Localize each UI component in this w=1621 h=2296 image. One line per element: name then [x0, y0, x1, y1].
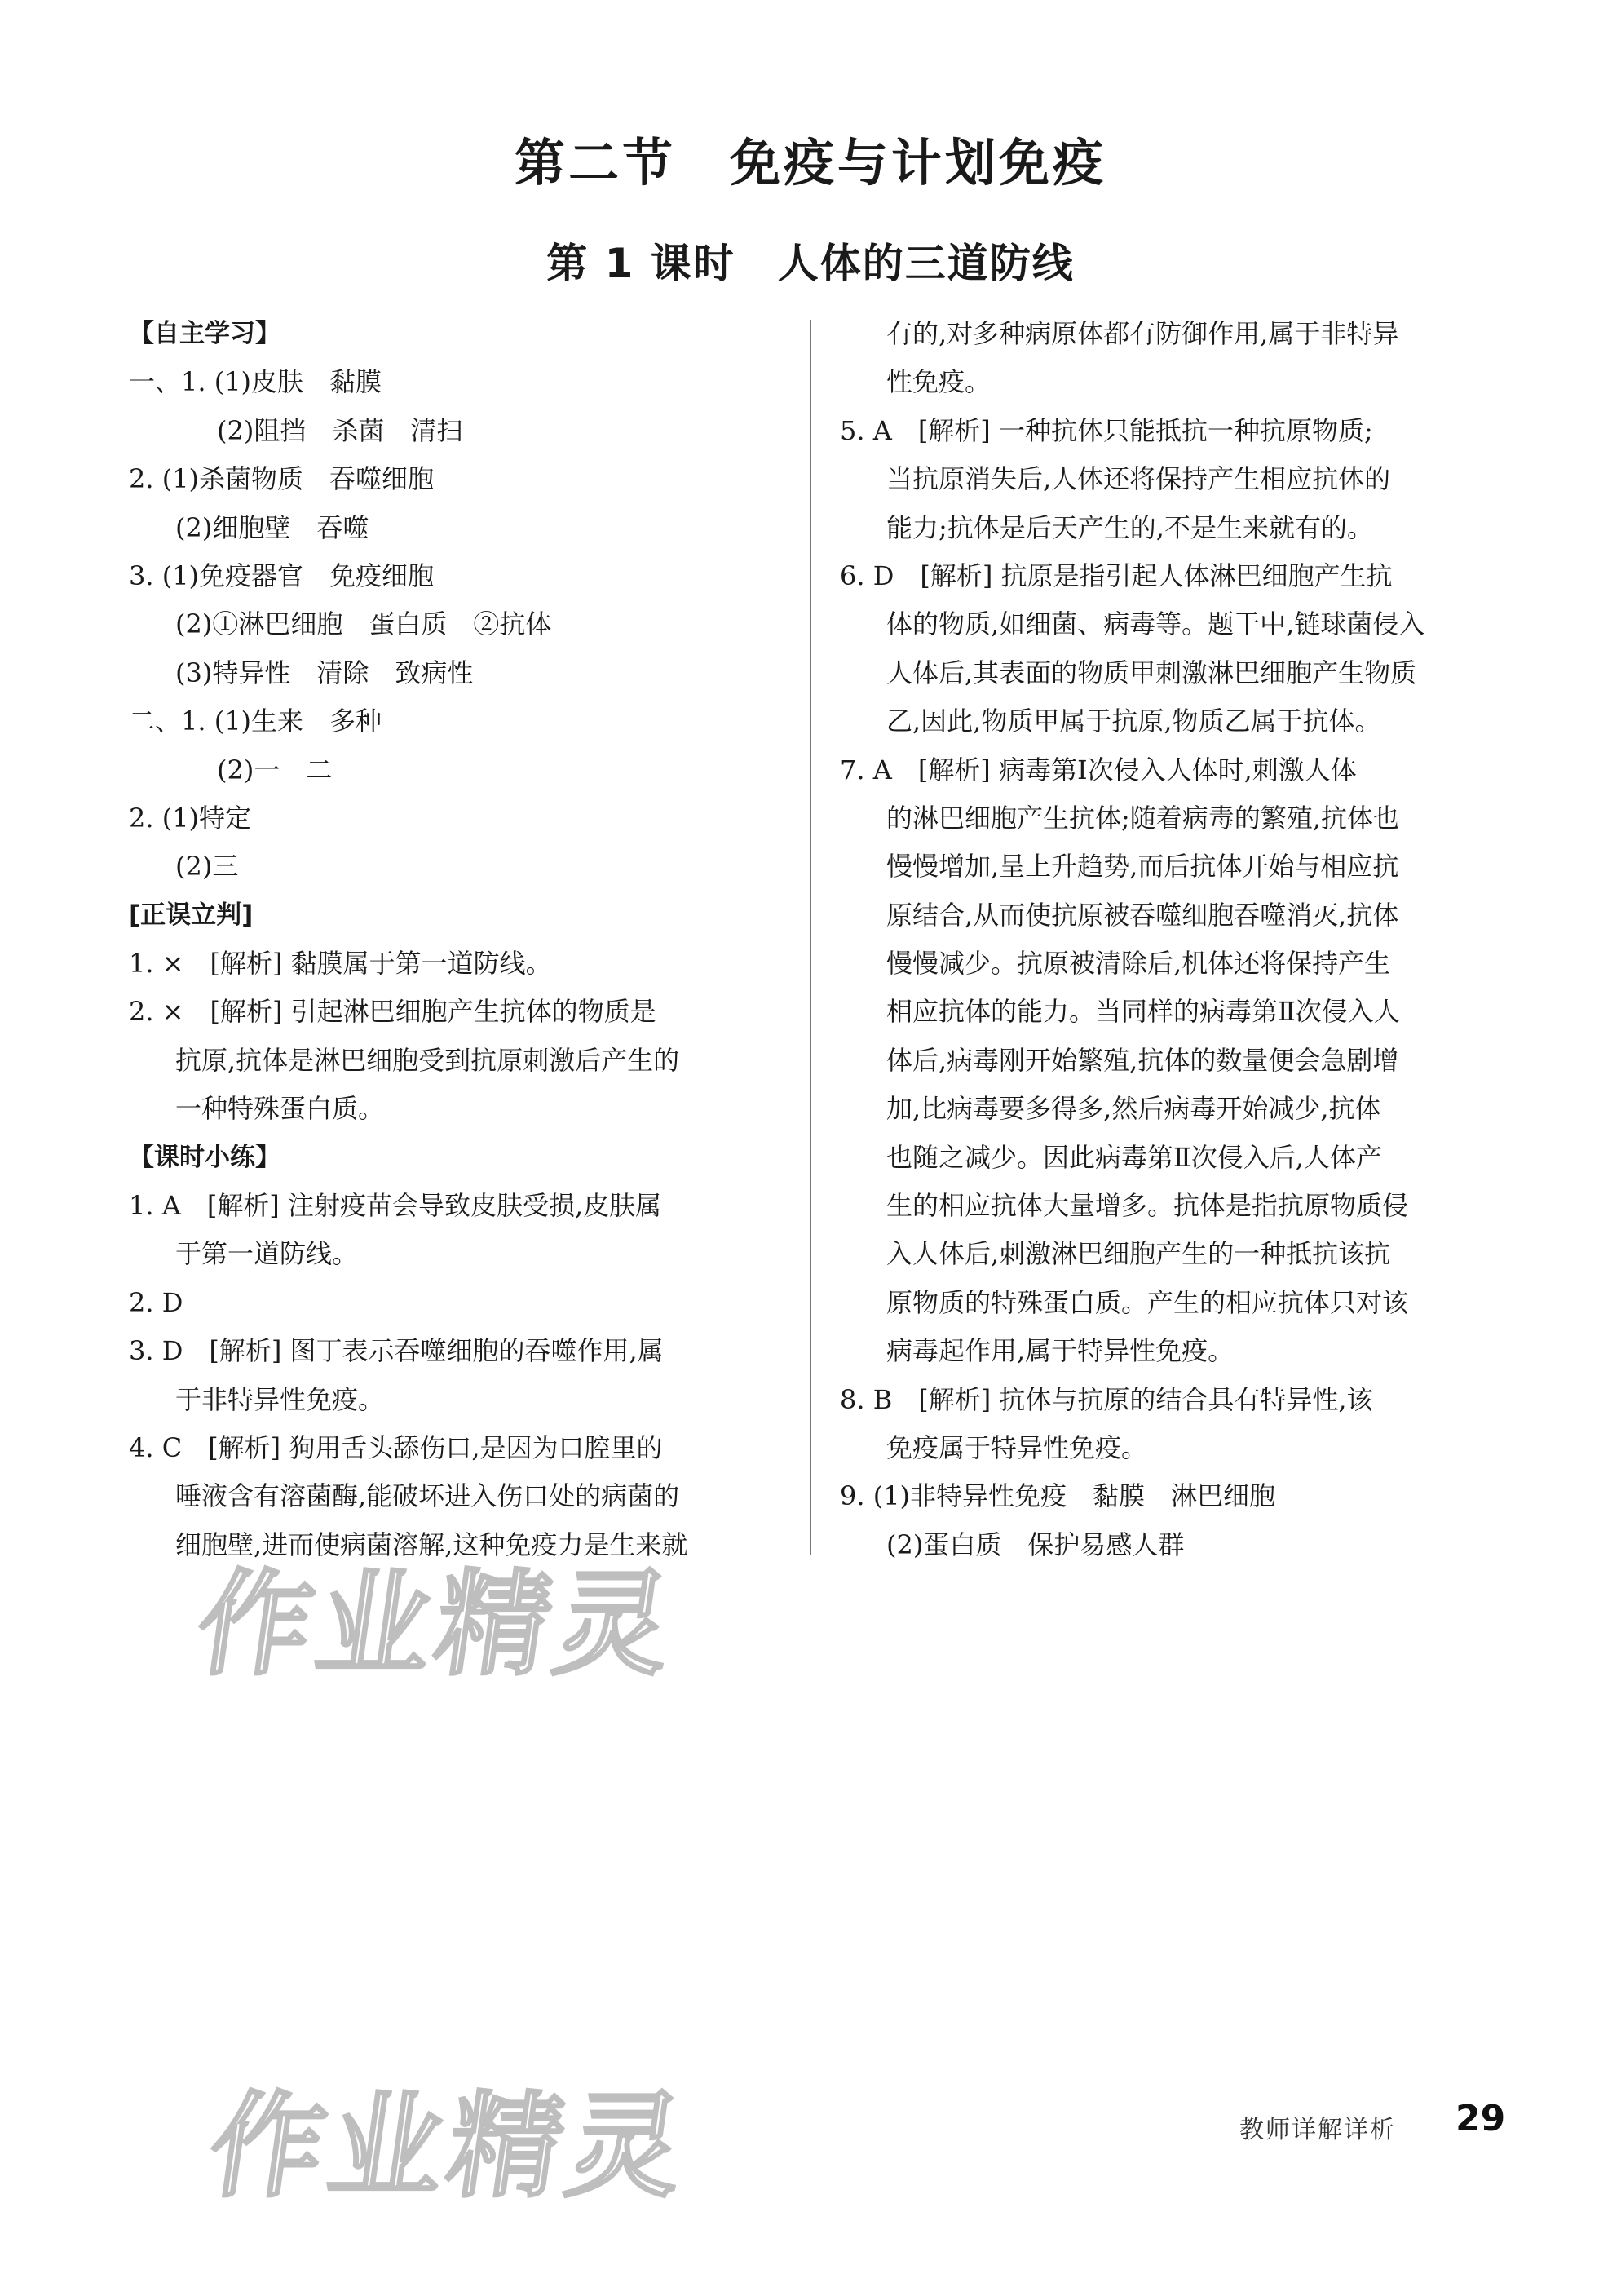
answer-line: 乙,因此,物质甲属于抗原,物质乙属于抗体。	[886, 706, 1381, 737]
answer-line: 体的物质,如细菌、病毒等。题干中,链球菌侵入	[886, 608, 1425, 640]
answer-line: 2. (1)特定	[129, 802, 252, 834]
answer-line: 病毒起作用,属于特异性免疫。	[886, 1335, 1235, 1367]
section-heading: 【课时小练】	[129, 1142, 280, 1172]
answer-line: (3)特异性 清除 致病性	[175, 657, 474, 688]
answer-line: (2)一 二	[217, 754, 333, 785]
answer-line: 的淋巴细胞产生抗体;随着病毒的繁殖,抗体也	[886, 802, 1399, 834]
answer-line: 6. D [解析] 抗原是指引起人体淋巴细胞产生抗	[840, 560, 1393, 591]
answer-line: 体后,病毒刚开始繁殖,抗体的数量便会急剧增	[886, 1044, 1399, 1076]
answer-line: 细胞壁,进而使病菌溶解,这种免疫力是生来就	[175, 1528, 688, 1560]
answer-line: 7. A [解析] 病毒第Ⅰ次侵入人体时,刺激人体	[840, 754, 1357, 785]
answer-line: (2)①淋巴细胞 蛋白质 ②抗体	[175, 608, 552, 640]
answer-line: 于非特异性免疫。	[175, 1383, 385, 1415]
answer-line: 一、1. (1)皮肤 黏膜	[129, 366, 382, 398]
answer-line: 二、1. (1)生来 多种	[129, 706, 382, 737]
answer-line: (2)阻挡 杀菌 清扫	[217, 414, 463, 446]
column-divider	[810, 320, 811, 1555]
answer-line: 生的相应抗体大量增多。抗体是指抗原物质侵	[886, 1190, 1409, 1222]
section-heading: [正误立判]	[129, 900, 254, 930]
footer-label: 教师详解详析	[1239, 2116, 1396, 2144]
right-column	[840, 310, 1507, 1569]
answer-line: 5. A [解析] 一种抗体只能抵抗一种抗原物质;	[840, 414, 1373, 446]
answer-line: 3. D [解析] 图丁表示吞噬细胞的吞噬作用,属	[129, 1335, 664, 1367]
lesson-title: 第 1 课时 人体的三道防线	[546, 240, 1075, 287]
answer-line: 人体后,其表面的物质甲刺激淋巴细胞产生物质	[886, 657, 1417, 688]
answer-line: 也随之减少。因此病毒第Ⅱ次侵入后,人体产	[886, 1141, 1382, 1173]
answer-line: 慢慢增加,呈上升趋势,而后抗体开始与相应抗	[886, 851, 1399, 883]
watermark: 作业精灵	[188, 1559, 684, 1692]
answer-line: (2)细胞壁 吞噬	[175, 511, 369, 543]
answer-line: 有的,对多种病原体都有防御作用,属于非特异	[886, 318, 1399, 349]
answer-line: 抗原,抗体是淋巴细胞受到抗原刺激后产生的	[175, 1044, 680, 1076]
answer-line: 唾液含有溶菌酶,能破坏进入伤口处的病菌的	[175, 1480, 680, 1512]
answer-line: 原结合,从而使抗原被吞噬细胞吞噬消灭,抗体	[886, 899, 1399, 931]
answer-line: 4. C [解析] 狗用舌头舔伤口,是因为口腔里的	[129, 1431, 663, 1463]
answer-line: 1. A [解析] 注射疫苗会导致皮肤受损,皮肤属	[129, 1190, 662, 1222]
answer-line: 相应抗体的能力。当同样的病毒第Ⅱ次侵入人	[886, 996, 1400, 1028]
answer-line: 2. (1)杀菌物质 吞噬细胞	[129, 463, 435, 495]
watermark: 作业精灵	[201, 2081, 696, 2214]
answer-line: 一种特殊蛋白质。	[175, 1093, 385, 1125]
answer-line: (2)蛋白质 保护易感人群	[886, 1528, 1185, 1560]
answer-line: 入人体后,刺激淋巴细胞产生的一种抵抗该抗	[886, 1238, 1391, 1270]
answer-line: 9. (1)非特异性免疫 黏膜 淋巴细胞	[840, 1480, 1276, 1512]
left-column	[129, 310, 781, 1569]
answer-line: 当抗原消失后,人体还将保持产生相应抗体的	[886, 463, 1391, 495]
answer-line: 1. × [解析] 黏膜属于第一道防线。	[129, 948, 552, 980]
answer-line: 2. D	[129, 1286, 183, 1318]
answer-line: 性免疫。	[886, 366, 992, 398]
page-number: 29	[1455, 2098, 1506, 2139]
answer-line: 3. (1)免疫器官 免疫细胞	[129, 560, 435, 591]
answer-line: 慢慢减少。抗原被清除后,机体还将保持产生	[886, 948, 1391, 980]
answer-line: 能力;抗体是后天产生的,不是生来就有的。	[886, 511, 1373, 543]
answer-line: 原物质的特殊蛋白质。产生的相应抗体只对该	[886, 1286, 1409, 1318]
answer-line: 2. × [解析] 引起淋巴细胞产生抗体的物质是	[129, 996, 656, 1028]
answer-line: 免疫属于特异性免疫。	[886, 1431, 1148, 1463]
answer-line: 加,比病毒要多得多,然后病毒开始减少,抗体	[886, 1093, 1381, 1125]
answer-line: 8. B [解析] 抗体与抗原的结合具有特异性,该	[840, 1383, 1373, 1415]
answer-line: 于第一道防线。	[175, 1238, 359, 1270]
section-title: 第二节 免疫与计划免疫	[514, 133, 1106, 192]
section-heading: 【自主学习】	[129, 319, 280, 348]
answer-line: (2)三	[175, 851, 239, 883]
